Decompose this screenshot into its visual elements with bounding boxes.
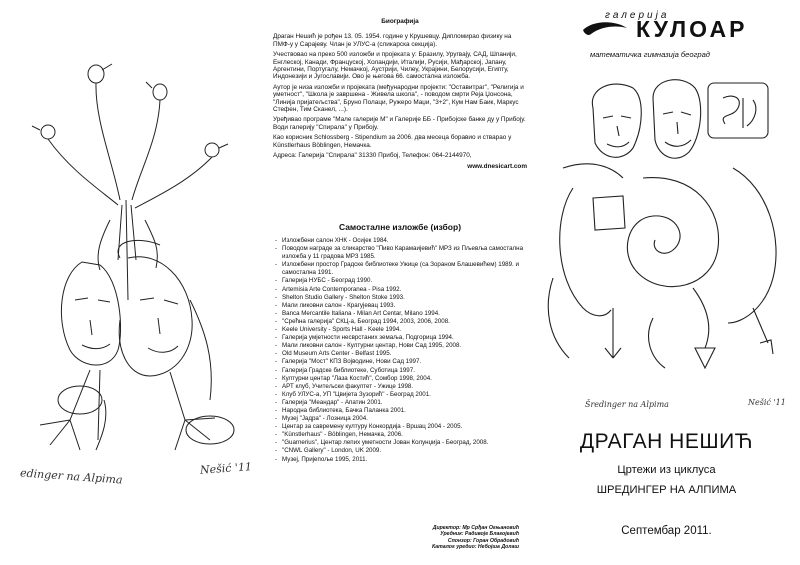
- list-item: - Галерија НУБС - Београд 1990.: [273, 277, 527, 285]
- list-item: - "CNWL Gallery" - London, UK 2009.: [273, 447, 527, 455]
- list-item: - Изложбени простор Градске библиотеке Ужице (са Зораном Блашевићем) 1989. и самостална 1991.: [273, 261, 527, 277]
- exhibitions-section: [273, 222, 527, 464]
- list-item: - Поводом награде за сликарство "Пиво Карамаијевић" МРЗ из Пљевља самостална изложба у 11 градова МРЗ 1985.: [273, 245, 527, 261]
- gallery-label: галерија: [605, 10, 670, 21]
- list-item: - Народна библиотека, Бачка Паланка 2001.: [273, 407, 527, 415]
- list-item: - Keele University - Sports Hall - Keele 1994.: [273, 326, 527, 334]
- gallery-subtitle: математичка гимназија београд: [590, 50, 711, 59]
- list-item: - Banca Mercantile Italiana - Milan Art Centar, Milano 1994.: [273, 310, 527, 318]
- list-item: - Мали ликовни салон - Крагујевац 1993.: [273, 302, 527, 310]
- list-item: - Културни центар "Лаза Костић", Сомбор 1998, 2004.: [273, 375, 527, 383]
- credit-line: Директор: Мр Срђан Огњановић: [432, 524, 519, 531]
- bio-paragraph: Аутор је низа изложби и пројеката (међународни пројекти: "Оставитраг", "Религија и уметност", "Школа је завршена - Живела школа", - поводом смрти Реја Џонсона, "Линија пријатељства", Бруно Полаци, Ружеро Маџи, "3+2", Кум Нам Баик, Маркус Стефен, Тим Сканел, ...).: [273, 83, 524, 114]
- cover-drawing: [533, 78, 800, 398]
- list-item: - "Guarnerius", Центар лепих уметности Јован Колунџија - Београд, 2008.: [273, 439, 527, 447]
- exhibitions-list: [273, 237, 527, 464]
- exhibition-date: Септембар 2011.: [621, 525, 712, 537]
- text-panel: [265, 0, 533, 565]
- list-item: - Галерија "Меандар" - Апатин 2001.: [273, 399, 527, 407]
- exhibitions-title: Самосталне изложбе (избор): [338, 222, 462, 232]
- list-item: - Галерија "Мост" КПЗ Војводине, Нови Сад 1997.: [273, 358, 527, 366]
- list-item: - Мали ликовни салон - Културни центар, Нови Сад 1995, 2008.: [273, 342, 527, 350]
- bio-paragraph: Учествовао на преко 500 изложби и пројеката у: Бразилу, Уругвају, САД, Шпанији, Енглеској, Канади, Француској, Холандији, Италији, Русији, Мађарској, Јапану, Аргентини, Португалу, Немачкој, Аустрији, Чилеу, Украјини, Белорусији, Египту, Индонезији и Југославији. Ово је његова 66. самостална изложба.: [273, 51, 517, 81]
- cover-subtitle-line2: ШРЕДИНГЕР НА АЛПИМА: [596, 484, 737, 496]
- list-item: - АРТ клуб, Учитељски факултет - Ужице 1998.: [273, 383, 527, 391]
- list-item: - Центар за савремену културу Конкордија - Вршац 2004 - 2005.: [273, 423, 527, 431]
- website-link[interactable]: www.dnesicart.com: [467, 162, 527, 170]
- list-item: - Изложбени салон ХНК - Осијек 1984.: [273, 237, 527, 245]
- bio-paragraph: Уређивао програме "Мале галерије М" и Галерије ББ - Прибојске банке ду у Прибоју. Води галерију "Спирала" у Прибоју.: [273, 116, 526, 131]
- credit-line: Каталог уредио: Небојша Долаш: [432, 544, 519, 551]
- list-item: - Old Museum Arts Center - Belfast 1995.: [273, 350, 527, 358]
- list-item: - Галерија Градске библиотеке, Суботица 1997.: [273, 367, 527, 375]
- credit-line: Уредник: Радивоје Благојевић: [440, 531, 519, 538]
- artist-name: ДРАГАН НЕШИЋ: [579, 430, 754, 453]
- left-drawing-signature: Nešić '11: [199, 460, 253, 477]
- credit-line: Спонзор: Горан Обрадовић: [447, 537, 519, 544]
- cover-drawing-signature: Nešić '11: [748, 398, 786, 407]
- left-drawing-caption: edinger na Alpima: [19, 466, 123, 487]
- list-item: - Музеј "Јадра" - Лозница 2004.: [273, 415, 527, 423]
- biography-title: Биографија: [381, 18, 419, 25]
- gallery-name: КУЛОАР: [636, 16, 748, 42]
- cover-drawing-caption: Šredinger na Alpima: [585, 400, 669, 409]
- list-item: - Artemisia Arte Contemporanea - Pisa 1992.: [273, 286, 527, 294]
- list-item: - Музеј, Пријепоље 1995, 2011.: [273, 456, 527, 464]
- biography-section: [273, 18, 527, 173]
- cover-panel: [533, 0, 800, 565]
- list-item: - "Künstlerhaus" - Böblingen, Немачка, 2006.: [273, 431, 527, 439]
- gallery-logo-swoosh-icon: [581, 18, 631, 40]
- list-item: - Shelton Studio Gallery - Shelton Stoke 1993.: [273, 294, 527, 302]
- credits: [432, 525, 519, 551]
- left-drawing-panel: [0, 0, 265, 565]
- list-item: - Клуб УЛУС-а, УП "Цвијета Зузорић" - Београд 2001.: [273, 391, 527, 399]
- list-item: - "Срећна галерија" СКЦ-а, Београд 1994, 2003, 2006, 2008.: [273, 318, 527, 326]
- bio-paragraph: Као корисник Schlossberg - Stipendium за 2006. два месеца боравио и стварао у Künstlerhaus Böblingen, Немачка.: [273, 134, 512, 149]
- cover-subtitle-line1: Цртежи из циклуса: [617, 464, 716, 476]
- list-item: - Галерија умјетности несврстаних земаља, Подгорица 1994.: [273, 334, 527, 342]
- bio-paragraph: Адреса: Галерија "Спирала" 31330 Прибој, Телефон: 064-2144970,: [273, 152, 472, 160]
- bio-paragraph: Драган Нешић је рођен 13. 05. 1954. године у Крушевцу. Дипломирао физику на ПМФ-у у Сарајеву. Члан је УЛУС-а (сликарска секција).: [273, 33, 512, 48]
